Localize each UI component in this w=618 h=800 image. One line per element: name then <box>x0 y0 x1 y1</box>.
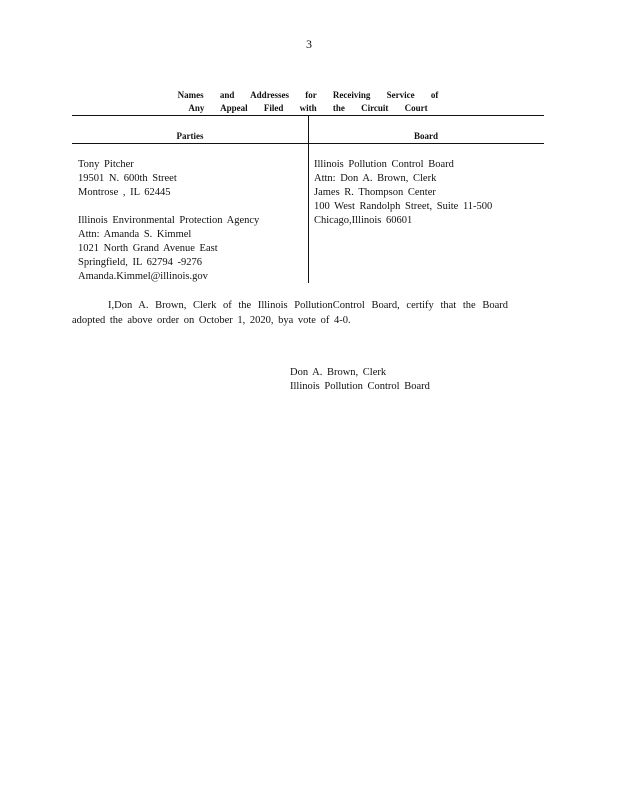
address-line: Chicago,Illinois 60601 <box>314 215 413 226</box>
board-address <box>314 158 492 228</box>
signature-block <box>290 366 430 394</box>
address-line: Attn: Amanda S. Kimmel <box>78 229 192 240</box>
service-table <box>72 115 544 283</box>
address-line: Montrose , IL 62445 <box>78 187 171 198</box>
address-line: 1021 North Grand Avenue East <box>78 243 218 254</box>
party-address-pitcher <box>78 158 177 200</box>
email-line: Amanda.Kimmel@illinois.gov <box>78 271 208 282</box>
party-address-iepa <box>78 214 259 284</box>
signer-name: Don A. Brown, Clerk <box>290 367 387 378</box>
certification-paragraph: I,Don A. Brown, Clerk of the Illinois PollutionControl Board, certify that the Board adopted the above order on October 1, 2020, bya vote of 4-0. <box>72 300 508 326</box>
page-number: 3 <box>306 37 312 51</box>
parties-column-header: Parties <box>176 131 204 141</box>
address-line: 100 West Randolph Street, Suite 11-500 <box>314 201 493 212</box>
address-line: James R. Thompson Center <box>314 187 436 198</box>
address-line: Illinois Pollution Control Board <box>314 159 454 170</box>
address-line: Tony Pitcher <box>78 159 134 170</box>
address-line: 19501 N. 600th Street <box>78 173 177 184</box>
heading-line-1: Names and Addresses for Receiving Service of <box>177 90 439 100</box>
address-line: Springfield, IL 62794 -9276 <box>78 257 203 268</box>
service-heading <box>72 89 544 115</box>
address-line: Attn: Don A. Brown, Clerk <box>314 173 437 184</box>
signer-organization: Illinois Pollution Control Board <box>290 381 430 392</box>
board-column-header: Board <box>413 131 438 141</box>
address-line: Illinois Environmental Protection Agency <box>78 215 260 226</box>
heading-line-2: Any Appeal Filed with the Circuit Court <box>188 103 428 113</box>
